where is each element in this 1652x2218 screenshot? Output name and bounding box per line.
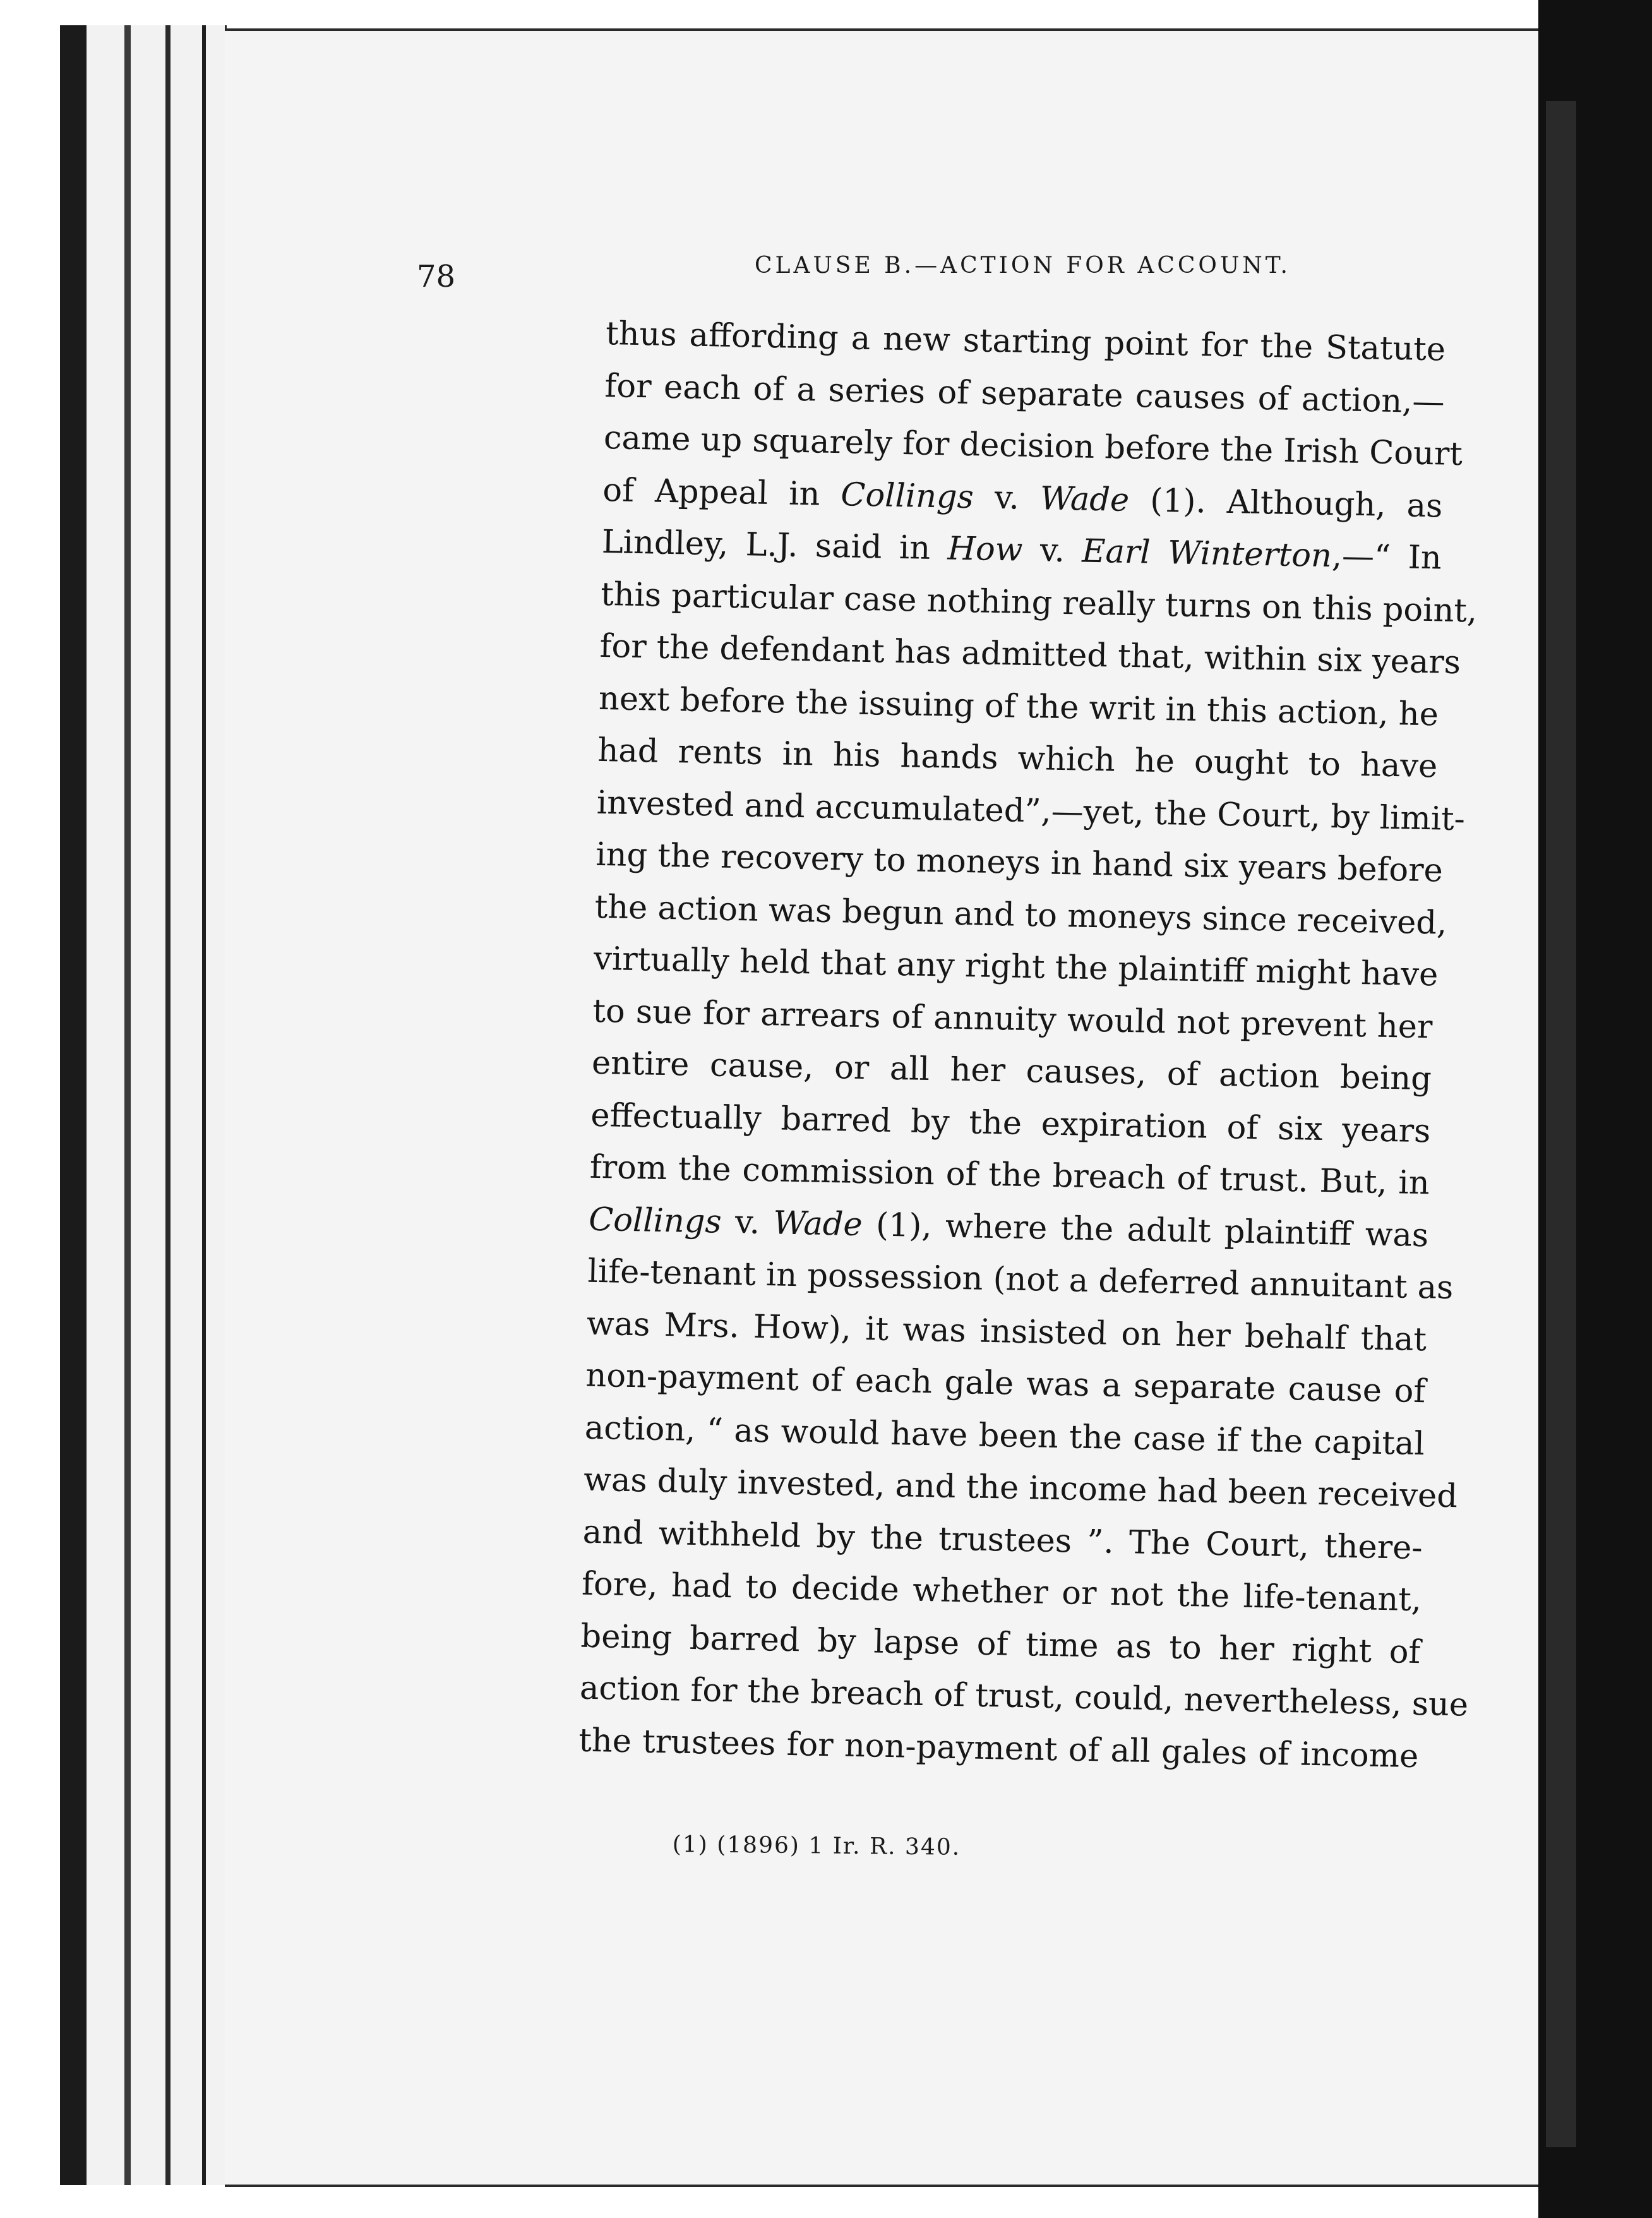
text-line: Lindley, L.J. said in How v. Earl Winterton,—“ In <box>601 523 1442 577</box>
book-edge <box>206 25 227 2185</box>
text-line: entire cause, or all her causes, of action being <box>591 1044 1432 1098</box>
text-line: had rents in his hands which he ought to have <box>597 731 1438 786</box>
book-edge <box>124 25 131 2185</box>
book-edge <box>87 25 126 2185</box>
book-binding <box>1538 0 1652 2218</box>
text-line: fore, had to decide whether or not the life-tenant, <box>581 1565 1422 1619</box>
text-line: action, “ as would have been the case if the capital <box>584 1409 1425 1463</box>
book-edge <box>171 25 204 2185</box>
text-line: the action was begun and to moneys since received, <box>594 888 1447 942</box>
text-line: virtually held that any right the plaintiff might have <box>593 940 1439 994</box>
page-number: 78 <box>417 259 456 294</box>
text-line: to sue for arrears of annuity would not prevent her <box>592 992 1433 1046</box>
text-line: ing the recovery to moneys in hand six years before <box>595 836 1444 890</box>
text-line: from the commission of the breach of trust. But, in <box>589 1148 1430 1202</box>
book-edge <box>165 25 171 2185</box>
text-line: this particular case nothing really turns on this point, <box>600 575 1478 630</box>
text-line: being barred by lapse of time as to her right of <box>580 1617 1421 1671</box>
text-line: action for the breach of trust, could, nevertheless, sue <box>579 1669 1469 1724</box>
footnote: (1) (1896) 1 Ir. R. 340. <box>672 1831 961 1861</box>
binding-inner <box>1546 101 1576 2147</box>
text-line: invested and accumulated”,—yet, the Court, by limit- <box>596 784 1466 838</box>
text-line: non-payment of each gale was a separate cause of <box>585 1357 1426 1411</box>
book-edge <box>131 25 167 2185</box>
text-line: for each of a series of separate causes of action,— <box>604 367 1445 421</box>
text-line: life-tenant in possession (not a deferred annuitant as <box>587 1252 1454 1307</box>
scan-top-margin <box>0 0 1652 25</box>
text-line: was Mrs. How), it was insisted on her behalf that <box>586 1305 1427 1358</box>
body-text <box>578 308 1478 1783</box>
text-line: was duly invested, and the income had been received <box>583 1461 1458 1516</box>
text-line: Collings v. Wade (1), where the adult plaintiff was <box>588 1201 1429 1254</box>
text-line: of Appeal in Collings v. Wade (1). Although, as <box>602 471 1443 525</box>
text-line: thus affording a new starting point for the Statute <box>605 315 1446 369</box>
book-edge <box>60 25 87 2185</box>
text-line: the trustees for non-payment of all gales of income <box>578 1722 1419 1775</box>
text-line: next before the issuing of the writ in this action, he <box>598 680 1439 733</box>
running-head: CLAUSE B.—ACTION FOR ACCOUNT. <box>755 253 1291 279</box>
text-line: for the defendant has admitted that, within six years <box>599 627 1461 682</box>
text-line: effectually barred by the expiration of six years <box>590 1096 1431 1150</box>
text-line: came up squarely for decision before the Irish Court <box>603 419 1463 474</box>
text-line: and withheld by the trustees ”. The Court, there- <box>582 1513 1423 1567</box>
